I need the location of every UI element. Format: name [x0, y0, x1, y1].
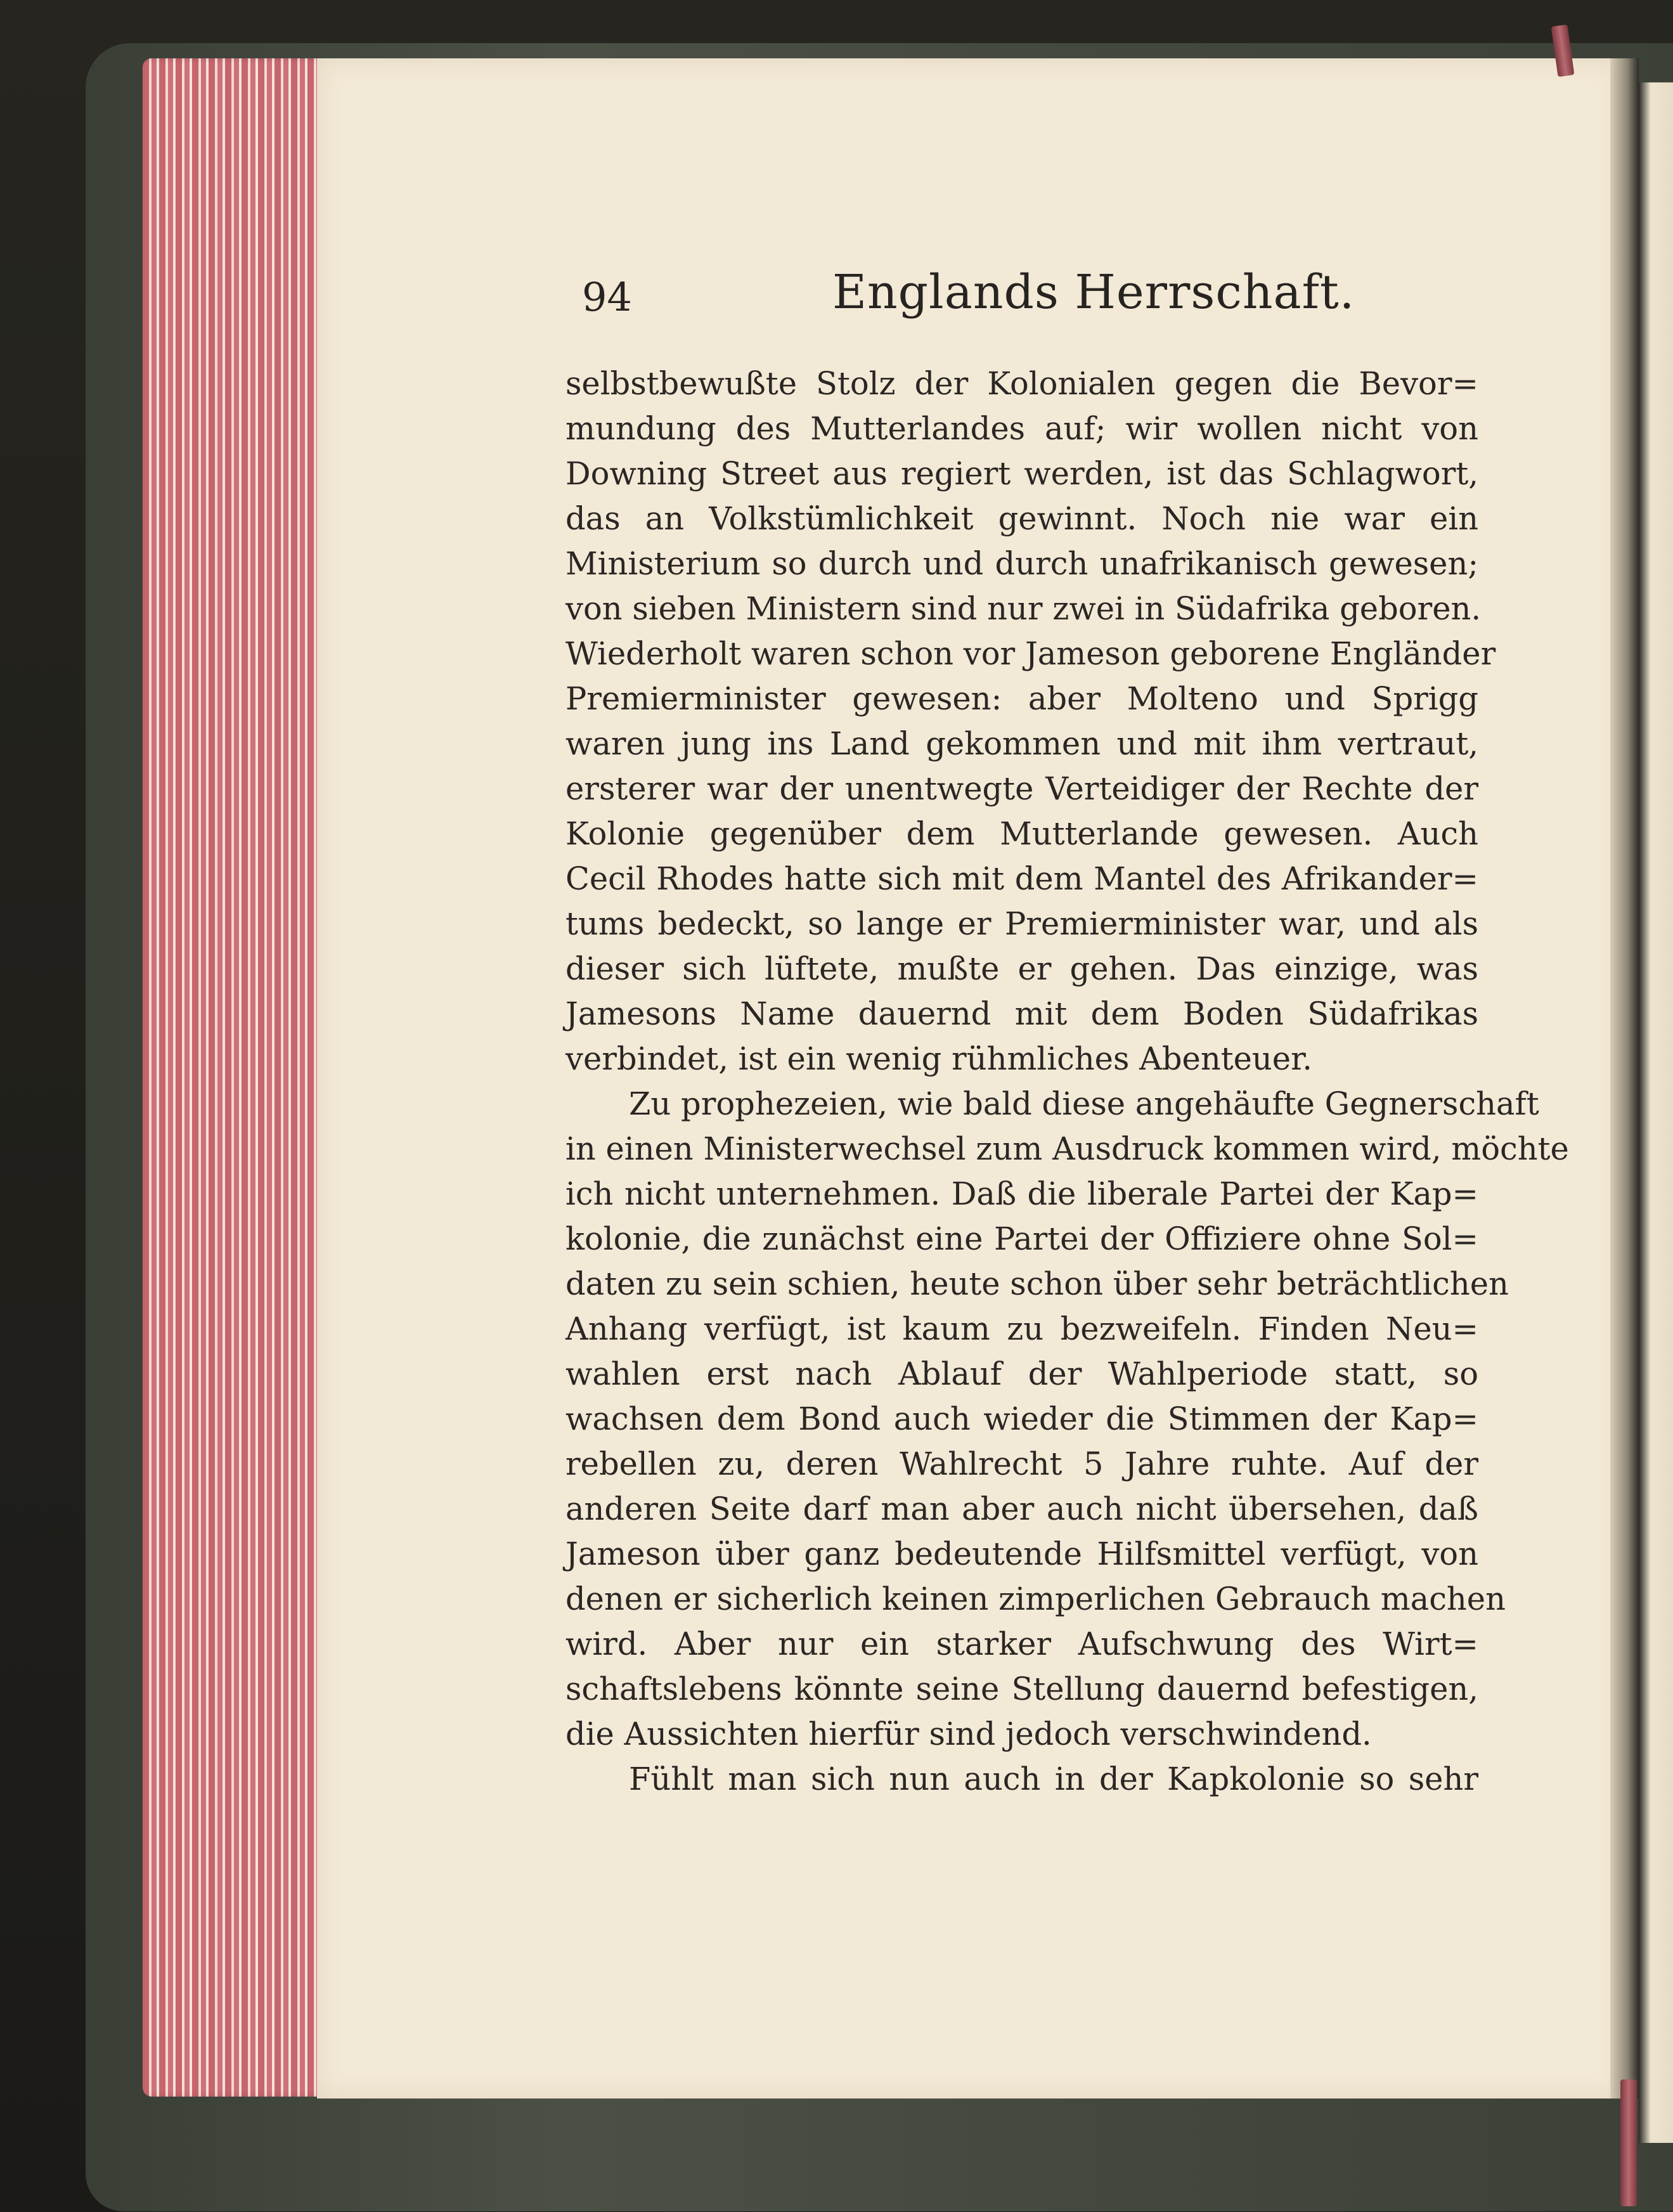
text-line: daten zu sein schien, heute schon über sehr beträchtlichen [565, 1265, 1509, 1302]
text-line: von sieben Ministern sind nur zwei in Südafrika geboren. [565, 590, 1482, 627]
text-line: mundung des Mutterlandes auf; wir wollen nicht von [565, 410, 1478, 447]
facing-page-edge [1639, 82, 1673, 2143]
text-line: in einen Ministerwechsel zum Ausdruck kommen wird, möchte [565, 1130, 1569, 1167]
text-line: kolonie, die zunächst eine Partei der Offiziere ohne Sol= [565, 1220, 1478, 1257]
text-line: selbstbewußte Stolz der Kolonialen gegen die Bevor= [565, 365, 1478, 402]
text-line: Downing Street aus regiert werden, ist das Schlagwort, [565, 455, 1478, 492]
text-line: waren jung ins Land gekommen und mit ihm vertraut, [565, 725, 1478, 762]
text-line: ersterer war der unentwegte Verteidiger der Rechte der [565, 770, 1478, 807]
text-line: Ministerium so durch und durch unafrikanisch gewesen; [565, 545, 1478, 582]
bookmark-ribbon-bottom [1620, 2079, 1637, 2206]
body-text [565, 361, 1569, 1802]
text-line: Cecil Rhodes hatte sich mit dem Mantel des Afrikander= [565, 860, 1478, 897]
paragraph-first-line: Fühlt man sich nun auch in der Kapkolonie so sehr [629, 1761, 1478, 1797]
book-gutter [1610, 58, 1639, 2099]
text-line: schaftslebens könnte seine Stellung dauernd befestigen, [565, 1671, 1478, 1707]
text-line: Kolonie gegenüber dem Mutterlande gewesen. Auch [565, 815, 1478, 852]
text-line: das an Volkstümlichkeit gewinnt. Noch nie war ein [565, 500, 1478, 537]
text-line: Jamesons Name dauernd mit dem Boden Südafrikas [565, 995, 1478, 1032]
text-line: tums bedeckt, so lange er Premierminister war, und als [565, 905, 1478, 942]
text-line: Anhang verfügt, ist kaum zu bezweifeln. Finden Neu= [565, 1310, 1478, 1347]
text-line: anderen Seite darf man aber auch nicht übersehen, daß [565, 1491, 1478, 1527]
text-line: wahlen erst nach Ablauf der Wahlperiode statt, so [565, 1355, 1478, 1392]
text-line: dieser sich lüftete, mußte er gehen. Das einzige, was [565, 950, 1478, 987]
text-line: wachsen dem Bond auch wieder die Stimmen der Kap= [565, 1400, 1478, 1437]
text-line: wird. Aber nur ein starker Aufschwung des Wirt= [565, 1626, 1478, 1662]
text-line: Premierminister gewesen: aber Molteno und Sprigg [565, 680, 1478, 717]
paragraph-first-line: Zu prophezeien, wie bald diese angehäufte Gegnerschaft [629, 1085, 1539, 1122]
text-line: Jameson über ganz bedeutende Hilfsmittel verfügt, von [565, 1536, 1478, 1572]
text-line: rebellen zu, deren Wahlrecht 5 Jahre ruhte. Auf der [565, 1446, 1478, 1482]
running-title: Englands Herrschaft. [832, 265, 1355, 320]
running-head [582, 265, 1482, 335]
paragraph-end-line: verbindet, ist ein wenig rühmliches Abenteuer. [565, 1040, 1313, 1077]
text-line: denen er sicherlich keinen zimperlichen Gebrauch machen [565, 1581, 1506, 1617]
page-edges [143, 58, 326, 2097]
paragraph-end-line: die Aussichten hierfür sind jedoch verschwindend. [565, 1716, 1372, 1752]
text-line: Wiederholt waren schon vor Jameson geborene Engländer [565, 635, 1496, 672]
text-line: ich nicht unternehmen. Daß die liberale Partei der Kap= [565, 1175, 1478, 1212]
page-number: 94 [582, 274, 632, 320]
